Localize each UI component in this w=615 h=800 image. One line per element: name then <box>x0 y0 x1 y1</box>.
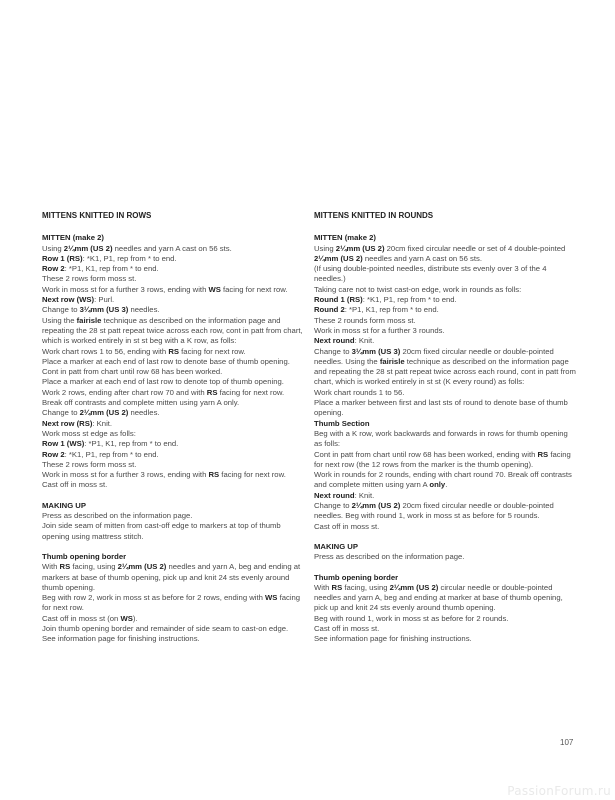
instruction-text: Work in moss st for a further 3 rounds. <box>314 325 445 335</box>
instruction-text: ). <box>132 613 138 623</box>
instruction-line <box>42 367 304 377</box>
instruction-text: Place a marker at each end of last row to denote top of thumb opening. <box>42 377 284 387</box>
instruction-line <box>42 316 304 347</box>
instruction-line <box>314 336 576 346</box>
emphasis: fairisle <box>76 315 102 325</box>
instruction-line <box>314 634 576 644</box>
instruction-line <box>42 470 304 480</box>
emphasis: RS <box>168 346 180 356</box>
emphasis: Next row (RS) <box>42 418 93 428</box>
instruction-text: Place a marker between first and last sts of round to denote base of thumb opening. <box>314 398 568 418</box>
instruction-line: Join side seam of mitten from cast-off edge to markers at top of thumb opening using mattress stitch. <box>42 521 281 541</box>
instruction-line <box>314 305 576 315</box>
emphasis: WS <box>120 613 133 623</box>
thumb-border-heading: Thumb opening border <box>42 551 127 561</box>
instruction-line <box>42 377 304 387</box>
section-title: MITTENS KNITTED IN ROWS <box>42 211 152 220</box>
emphasis: RS <box>206 387 218 397</box>
instruction-text: Work in moss st for a further 3 rows, ending with <box>42 470 209 480</box>
mitten-heading: MITTEN (make 2) <box>314 233 376 243</box>
instruction-text: These 2 rounds form moss st. <box>314 315 416 325</box>
instruction-text: Beg with row 2, work in moss st as before for 2 rows, ending with <box>42 593 266 603</box>
thumb-section-heading: Thumb Section <box>314 418 370 428</box>
instruction-line <box>42 624 304 634</box>
instruction-line <box>314 470 576 491</box>
instruction-line <box>42 264 304 274</box>
instruction-line <box>42 460 304 470</box>
thumb-border-heading: Thumb opening border <box>314 572 399 582</box>
instruction-text: facing for next row. <box>42 593 301 613</box>
instruction-line <box>314 491 576 501</box>
instruction-text: facing for next row. Break off contrasts and complete mitten using yarn A only. <box>42 387 285 408</box>
emphasis: Row 2 <box>42 449 65 459</box>
instruction-line <box>42 614 304 624</box>
instruction-text: Using <box>42 243 64 253</box>
instruction-text: (If using double-pointed needles, distribute sts evenly over 3 of the 4 needles.) <box>314 264 547 284</box>
instruction-text: Change to <box>42 305 80 315</box>
emphasis: WS <box>265 593 278 603</box>
instruction-line <box>42 429 304 439</box>
pattern-instructions <box>42 244 304 491</box>
instruction-text: needles. <box>128 408 160 418</box>
instruction-text: needles and yarn A, beg and ending at markers at base of thumb opening, pick up and knit 24 sts evenly around thumb opening. <box>42 562 301 592</box>
emphasis: 2¼mm (US 2) <box>314 253 363 263</box>
instruction-line <box>314 501 576 522</box>
instruction-text: See information page for finishing instructions. <box>42 634 200 644</box>
instruction-text: : Knit. <box>354 336 375 346</box>
instruction-line <box>314 522 576 532</box>
instruction-line <box>42 562 304 593</box>
instruction-line <box>42 408 304 418</box>
instruction-line <box>42 439 304 449</box>
instruction-text: : *K1, P1, rep from * to end. <box>64 449 159 459</box>
emphasis: RS <box>537 449 549 459</box>
emphasis: Row 1 (RS) <box>42 253 83 263</box>
emphasis: Round 1 (RS) <box>314 295 363 305</box>
instruction-line <box>314 614 576 624</box>
emphasis: 2¼mm (US 2) <box>351 501 401 511</box>
instruction-text: facing for next row. <box>220 284 288 294</box>
instruction-text: : *P1, K1, rep from * to end. <box>64 264 159 274</box>
instruction-line <box>42 593 304 614</box>
mitten-heading: MITTEN (make 2) <box>42 233 104 243</box>
emphasis: Row 2 <box>42 264 65 274</box>
instruction-text: Taking care not to twist cast-on edge, work in rounds as folls: <box>314 284 522 294</box>
instruction-line <box>314 264 576 285</box>
emphasis: RS <box>59 562 71 572</box>
instruction-line <box>42 450 304 460</box>
instruction-text: facing for next row. <box>219 470 286 480</box>
instruction-line <box>314 285 576 295</box>
instruction-line <box>314 326 576 336</box>
emphasis: 2¼mm (US 2) <box>63 243 113 253</box>
instruction-text: facing for next row. <box>179 346 246 356</box>
instruction-line <box>42 285 304 295</box>
emphasis: only <box>429 480 446 490</box>
emphasis: 2¼mm (US 2) <box>389 582 439 592</box>
instruction-line <box>314 347 576 388</box>
instruction-text: Cast off in moss st (on <box>42 613 121 623</box>
instruction-line: Press as described on the information page. <box>42 511 193 521</box>
instruction-text: : Knit. <box>354 490 375 500</box>
instruction-text: circular needle or double-pointed needles and yarn A, beg and ending at marker at base of thumb opening, pick up and knit 24 sts evenly around thumb opening. <box>314 582 563 613</box>
instruction-text: Cont in patt from chart until row 68 has been worked. <box>42 367 223 377</box>
emphasis: 3¼mm (US 3) <box>79 305 129 315</box>
instruction-text: Beg with a K row, work backwards and forwards in rows for thumb opening as folls: <box>314 428 568 449</box>
pattern-instructions <box>314 244 576 419</box>
instruction-text: See information page for finishing instructions. <box>314 634 472 644</box>
instruction-text: With <box>314 582 332 592</box>
emphasis: Row 1 (WS) <box>42 439 85 449</box>
emphasis: 2¼mm (US 2) <box>117 562 167 572</box>
instruction-text: Join thumb opening border and remainder of side seam to cast-on edge. <box>42 623 289 633</box>
instruction-line <box>42 305 304 315</box>
page-number: 107 <box>560 738 574 747</box>
instruction-text: : Purl. <box>94 295 115 305</box>
instruction-line <box>42 480 304 490</box>
instruction-text: technique as described on the information page and repeating the 28 st patt repeat twice across each row, cont in patt from chart, which is worked entirely in st st beg with a K row, as folls: <box>42 315 303 346</box>
instruction-text: Work chart rows 1 to 56, ending with <box>42 346 169 356</box>
instruction-line <box>314 295 576 305</box>
instruction-line <box>42 419 304 429</box>
instruction-line <box>42 634 304 644</box>
instruction-text: needles and yarn A cast on 56 sts. <box>362 253 482 263</box>
instruction-text: Cast off in moss st. <box>314 623 380 633</box>
emphasis: Next round <box>314 336 355 346</box>
instruction-text: Place a marker at each end of last row to denote base of thumb opening. <box>42 356 290 366</box>
emphasis: 2¼mm (US 2) <box>335 243 385 253</box>
instruction-text: Using the <box>42 315 77 325</box>
emphasis: Next round <box>314 490 355 500</box>
watermark: PassionForum.ru <box>507 784 611 798</box>
instruction-text: technique as described on the information page and repeating the 28 st patt repeat twice across each round, cont in patt from chart, which is worked entirely in st st (K every round) as folls: <box>314 356 576 387</box>
instruction-text: needles. <box>128 305 160 315</box>
emphasis: RS <box>208 470 220 480</box>
instruction-text: Work chart rounds 1 to 56. <box>314 387 405 397</box>
instruction-text: facing for next row (the 12 rows from the marker is the thumb opening). <box>314 449 571 469</box>
left-column <box>42 211 304 645</box>
instruction-line <box>42 254 304 264</box>
instruction-text: : *P1, K1, rep from * to end. <box>344 305 439 315</box>
instruction-line <box>314 316 576 326</box>
instruction-text: 20cm fixed circular needle or double-pointed needles. Using the <box>314 346 554 366</box>
instruction-text: Change to <box>314 346 352 356</box>
instruction-line <box>314 450 576 471</box>
instruction-text: : *K1, P1, rep from * to end. <box>82 253 177 263</box>
thumb-border-instructions <box>314 583 576 645</box>
instruction-text: Cast off in moss st. <box>42 480 108 490</box>
instruction-text: Change to <box>314 501 352 511</box>
emphasis: Round 2 <box>314 305 345 315</box>
instruction-line <box>42 347 304 357</box>
emphasis: 3¼mm (US 3) <box>351 346 401 356</box>
instruction-text: Using <box>314 243 336 253</box>
making-up-instructions <box>314 552 576 562</box>
emphasis: Next row (WS) <box>42 295 95 305</box>
instruction-line <box>314 624 576 634</box>
instruction-line <box>42 388 304 409</box>
section-title: MITTENS KNITTED IN ROUNDS <box>314 211 434 220</box>
making-up-instructions <box>42 511 304 542</box>
instruction-line <box>42 357 304 367</box>
instruction-text: : Knit. <box>92 418 113 428</box>
instruction-text: Work in rounds for 2 rounds, ending with chart round 70. Break off contrasts and complete mitten using yarn A <box>314 470 572 490</box>
instruction-line <box>42 244 304 254</box>
right-column <box>314 211 576 645</box>
emphasis: WS <box>208 284 221 294</box>
instruction-text: Work 2 rows, ending after chart row 70 and with <box>42 387 207 397</box>
emphasis: 2¼mm (US 2) <box>79 408 129 418</box>
thumb-section-instructions <box>314 429 576 532</box>
instruction-text: Cast off in moss st. <box>314 521 380 531</box>
instruction-text: Change to <box>42 408 80 418</box>
instruction-text: These 2 rows form moss st. <box>42 274 137 284</box>
thumb-border-instructions <box>42 562 304 644</box>
instruction-line <box>42 274 304 284</box>
instruction-text: . <box>445 480 448 490</box>
instruction-line: Press as described on the information page. <box>314 552 465 562</box>
instruction-line <box>314 388 576 398</box>
instruction-text: needles and yarn A cast on 56 sts. <box>112 243 232 253</box>
instruction-text: : *K1, P1, rep from * to end. <box>362 295 457 305</box>
instruction-text: Work moss st edge as folls: <box>42 428 136 438</box>
making-up-heading: MAKING UP <box>42 500 86 510</box>
instruction-line <box>314 244 576 265</box>
instruction-line <box>314 583 576 614</box>
instruction-text: 20cm fixed circular needle or double-pointed needles. Beg with round 1, work in moss st as before for 5 rounds. <box>314 501 554 521</box>
instruction-text: Cont in patt from chart until row 68 has been worked, ending with <box>314 449 538 459</box>
instruction-text: facing, using <box>342 582 390 592</box>
instruction-text: These 2 rows form moss st. <box>42 459 137 469</box>
instruction-text: Beg with round 1, work in moss st as before for 2 rounds. <box>314 613 509 623</box>
emphasis: RS <box>331 582 343 592</box>
instruction-text: : *P1, K1, rep from * to end. <box>84 439 179 449</box>
instruction-line <box>42 295 304 305</box>
instruction-line <box>314 398 576 419</box>
instruction-text: facing, using <box>70 562 118 572</box>
instruction-line <box>314 429 576 450</box>
instruction-text: 20cm fixed circular needle or set of 4 double-pointed <box>384 243 566 253</box>
instruction-text: With <box>42 562 60 572</box>
instruction-text: Work in moss st for a further 3 rows, ending with <box>42 284 209 294</box>
emphasis: fairisle <box>379 356 405 366</box>
making-up-heading: MAKING UP <box>314 541 358 551</box>
